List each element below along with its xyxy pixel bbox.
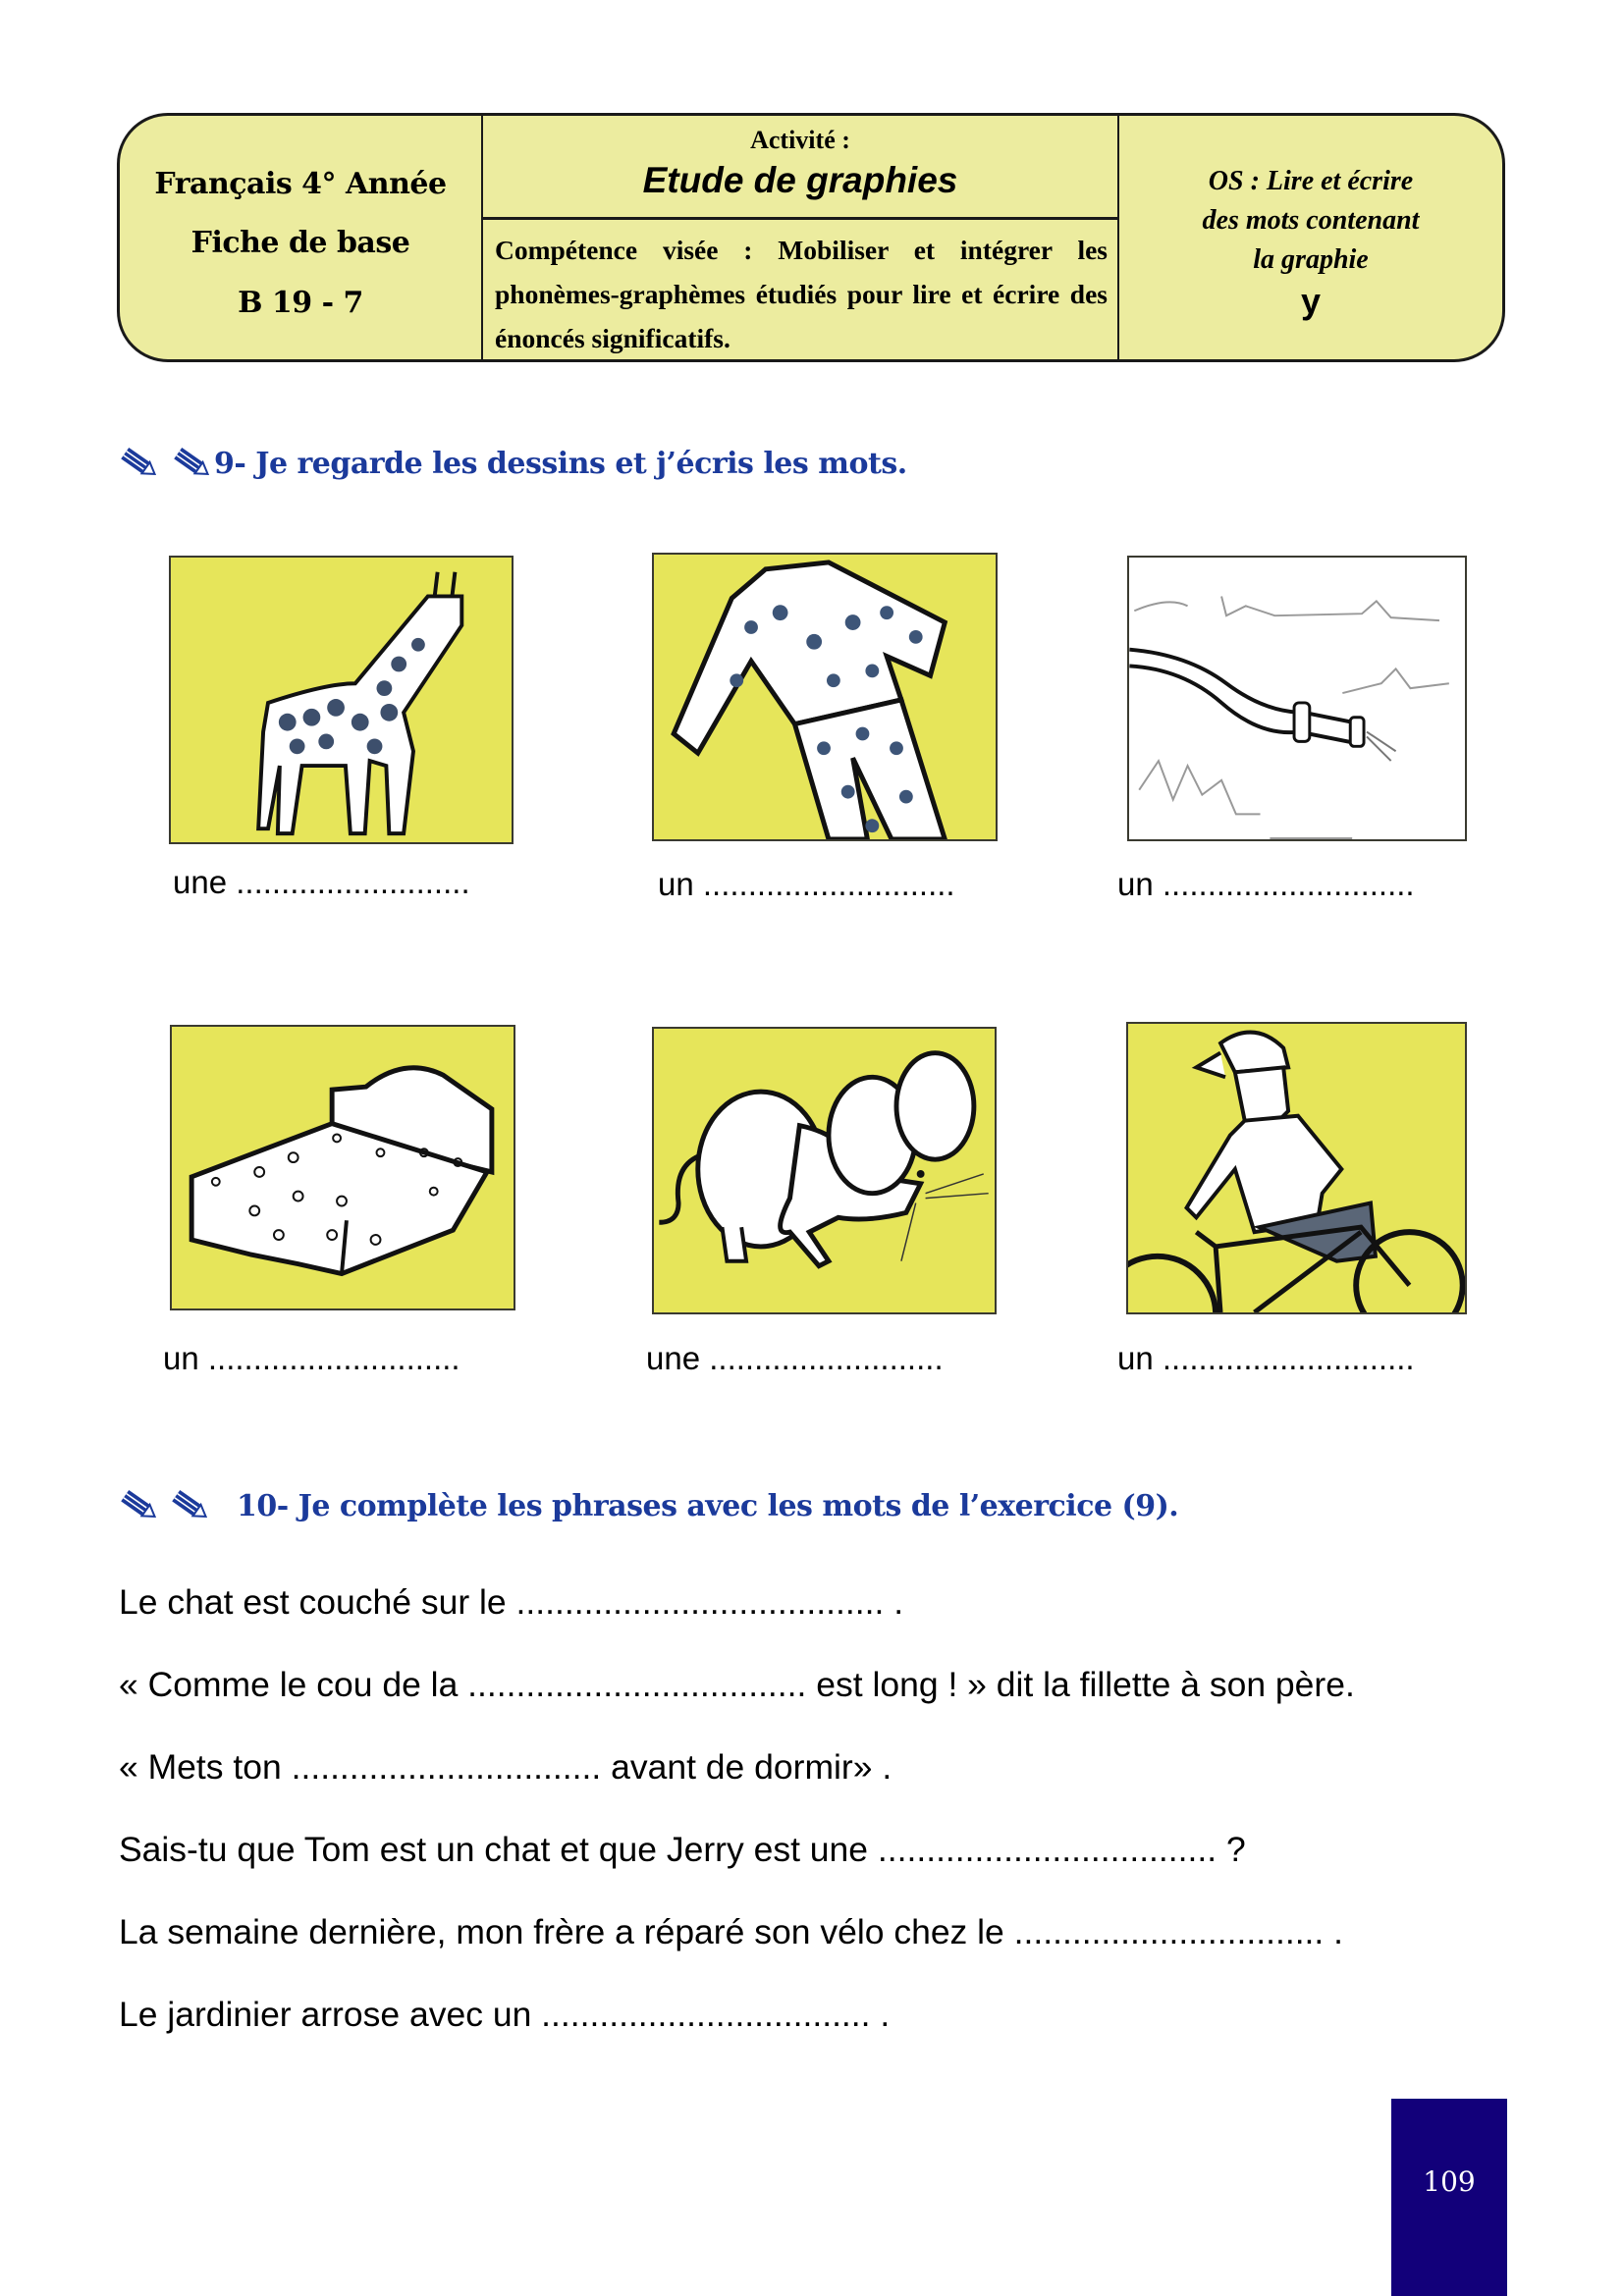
boy-on-bicycle-illustration bbox=[1128, 1024, 1465, 1312]
garden-hose-illustration bbox=[1129, 558, 1465, 839]
mouse-picture bbox=[652, 1027, 997, 1314]
header-box bbox=[117, 113, 1505, 362]
activity-label: Activité : bbox=[750, 126, 850, 154]
pencil-icon bbox=[171, 1488, 210, 1523]
garden-hose-picture bbox=[1127, 556, 1467, 841]
bed-illustration bbox=[172, 1027, 514, 1308]
cyclist-picture bbox=[1126, 1022, 1467, 1314]
exercise-10-heading bbox=[120, 1486, 1178, 1525]
subject-label: Français 4° Année bbox=[154, 167, 447, 201]
objective-line: des mots contenant bbox=[1202, 205, 1420, 236]
pyjamas-illustration bbox=[654, 555, 996, 839]
caption-pyjamas: un ............................ bbox=[658, 866, 955, 902]
pencil-icon bbox=[173, 446, 212, 481]
objective-line: OS : Lire et écrire bbox=[1208, 166, 1414, 196]
header-course-info bbox=[120, 116, 483, 359]
sentence-6: Le jardinier arrose avec un .................................. . bbox=[119, 1995, 891, 2034]
objective-text bbox=[1119, 162, 1502, 280]
sentence-5: La semaine dernière, mon frère a réparé son vélo chez le ................................ . bbox=[119, 1912, 1344, 1951]
sentence-2: « Comme le cou de la ................................... est long ! » dit la fillette à son père. bbox=[119, 1665, 1355, 1704]
header-objective bbox=[1119, 116, 1502, 359]
exercise-10-title: 10- Je complète les phrases avec les mots de l’exercice (9). bbox=[237, 1488, 1179, 1523]
sheet-type-label: Fiche de base bbox=[190, 226, 410, 260]
header-activity bbox=[483, 116, 1119, 359]
objective-line: la graphie bbox=[1253, 244, 1369, 275]
caption-garden-hose: un ............................ bbox=[1117, 866, 1415, 902]
caption-mouse: une .......................... bbox=[646, 1340, 944, 1376]
sentence-3: « Mets ton ................................ avant de dormir» . bbox=[119, 1747, 893, 1787]
caption-giraffe: une .......................... bbox=[173, 864, 470, 900]
pyjamas-picture bbox=[652, 553, 998, 841]
sentence-4: Sais-tu que Tom est un chat et que Jerry est une ................................... ? bbox=[119, 1830, 1246, 1869]
pencil-icon bbox=[120, 446, 159, 481]
activity-title: Etude de graphies bbox=[642, 160, 958, 200]
caption-bicycle: un ............................ bbox=[1117, 1340, 1415, 1376]
sheet-code-label: B 19 - 7 bbox=[238, 286, 363, 320]
grapheme-label: y bbox=[1300, 281, 1322, 321]
bed-picture bbox=[170, 1025, 515, 1310]
page-number-box bbox=[1391, 2099, 1507, 2296]
exercise-9-heading bbox=[120, 444, 907, 483]
pencil-icon bbox=[120, 1488, 159, 1523]
activity-title-cell bbox=[483, 116, 1117, 220]
competence-text: Compétence visée : Mobiliser et intégrer les phonèmes-graphèmes étudiés pour lire et écrire des énoncés significatifs. bbox=[495, 235, 1108, 353]
caption-bed: un ............................ bbox=[163, 1340, 460, 1376]
page-number: 109 bbox=[1423, 2165, 1476, 2198]
giraffe-illustration bbox=[171, 558, 512, 842]
sentence-1: Le chat est couché sur le ...................................... . bbox=[119, 1582, 904, 1622]
exercise-9-title: 9- Je regarde les dessins et j’écris les mots. bbox=[214, 446, 907, 481]
giraffe-picture bbox=[169, 556, 514, 844]
mouse-illustration bbox=[654, 1029, 995, 1312]
